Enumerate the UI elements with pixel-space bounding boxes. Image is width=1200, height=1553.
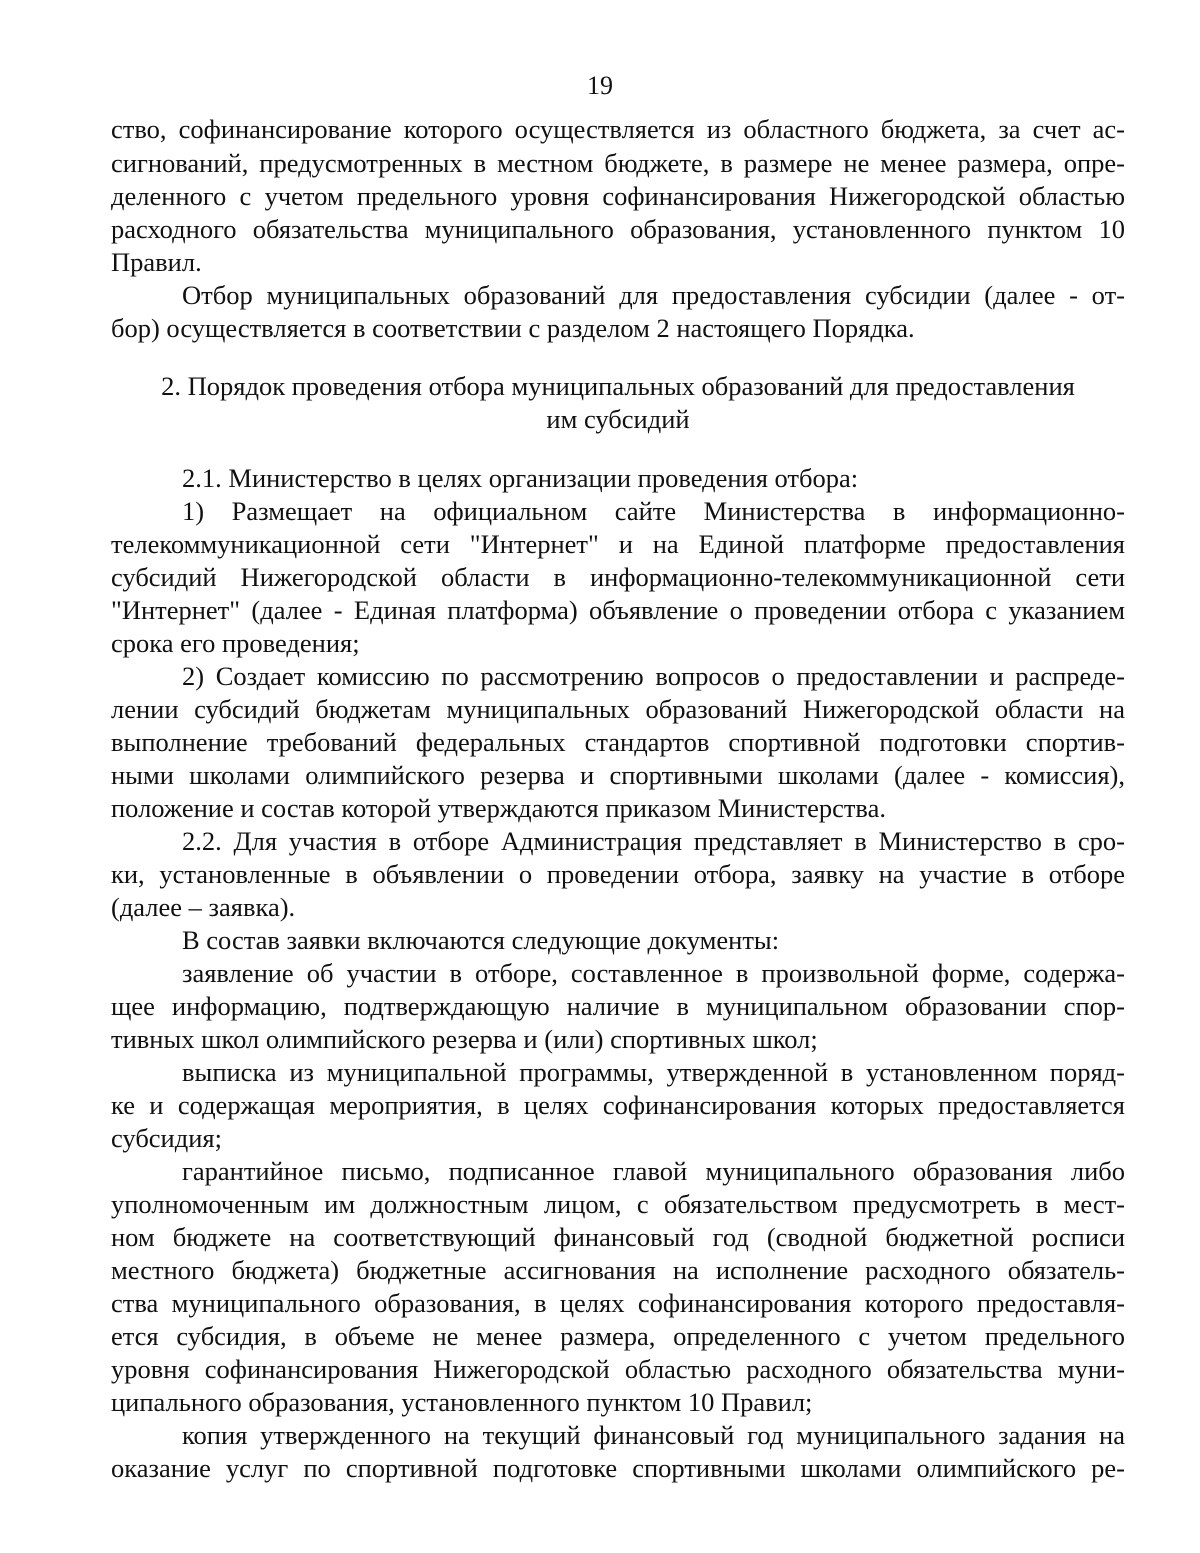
text-line: уровня софинансирования Нижегородской областью расходного обязательства муни- bbox=[111, 1354, 1125, 1384]
text-line: лении субсидий бюджетам муниципальных образований Нижегородской области на bbox=[111, 694, 1125, 724]
text-line: субсидий Нижегородской области в информационно-телекоммуникационной сети bbox=[111, 562, 1125, 592]
section-heading: 2. Порядок проведения отбора муниципальных образований для предоставления bbox=[161, 371, 1075, 401]
text-line: копия утвержденного на текущий финансовый год муниципального задания на bbox=[182, 1420, 1125, 1450]
text-line: 2) Создает комиссию по рассмотрению вопросов о предоставлении и распреде- bbox=[182, 661, 1125, 691]
text-line: ке и содержащая мероприятия, в целях софинансирования которых предоставляется bbox=[111, 1090, 1125, 1120]
text-line: местного бюджета) бюджетные ассигнования на исполнение расходного обязатель- bbox=[111, 1255, 1125, 1285]
text-line: 2.2. Для участия в отборе Администрация представляет в Министерство в сро- bbox=[182, 826, 1125, 856]
section-heading: им субсидий bbox=[546, 404, 690, 434]
text-line: заявление об участии в отборе, составленное в произвольной форме, содержа- bbox=[182, 958, 1125, 988]
text-line: Отбор муниципальных образований для предоставления субсидии (далее - от- bbox=[182, 280, 1125, 310]
text-line: бор) осуществляется в соответствии с разделом 2 настоящего Порядка. bbox=[111, 313, 915, 343]
text-line: "Интернет" (далее - Единая платформа) объявление о проведении отбора с указанием bbox=[111, 595, 1125, 625]
text-line: деленного с учетом предельного уровня софинансирования Нижегородской областью bbox=[111, 181, 1125, 211]
text-line: срока его проведения; bbox=[111, 628, 360, 658]
text-line: гарантийное письмо, подписанное главой муниципального образования либо bbox=[182, 1156, 1125, 1186]
text-line: 1) Размещает на официальном сайте Министерства в информационно- bbox=[182, 496, 1125, 526]
text-line: положение и состав которой утверждаются приказом Министерства. bbox=[111, 793, 886, 823]
text-line: ство, софинансирование которого осуществляется из областного бюджета, за счет ас- bbox=[111, 114, 1125, 144]
text-line: сигнований, предусмотренных в местном бюджете, в размере не менее размера, опре- bbox=[111, 148, 1125, 178]
text-line: субсидия; bbox=[111, 1123, 222, 1153]
text-line: щее информацию, подтверждающую наличие в муниципальном образовании спор- bbox=[111, 991, 1125, 1021]
text-line: ства муниципального образования, в целях софинансирования которого предоставля- bbox=[111, 1288, 1125, 1318]
text-line: тивных школ олимпийского резерва и (или) спортивных школ; bbox=[111, 1024, 818, 1054]
text-line: выполнение требований федеральных стандартов спортивной подготовки спортив- bbox=[111, 727, 1125, 757]
text-line: ципального образования, установленного пунктом 10 Правил; bbox=[111, 1387, 813, 1417]
text-line: В состав заявки включаются следующие документы: bbox=[182, 925, 780, 955]
text-line: (далее – заявка). bbox=[111, 892, 296, 922]
page-number: 19 bbox=[587, 71, 613, 100]
text-line: ется субсидия, в объеме не менее размера, определенного с учетом предельного bbox=[111, 1321, 1125, 1351]
text-line: 2.1. Министерство в целях организации проведения отбора: bbox=[182, 463, 859, 493]
text-line: ном бюджете на соответствующий финансовый год (сводной бюджетной росписи bbox=[111, 1222, 1125, 1252]
text-line: уполномоченным им должностным лицом, с обязательством предусмотреть в мест- bbox=[111, 1189, 1125, 1219]
text-line: оказание услуг по спортивной подготовке спортивными школами олимпийского ре- bbox=[111, 1453, 1125, 1483]
text-line: ными школами олимпийского резерва и спортивными школами (далее - комиссия), bbox=[111, 760, 1125, 790]
text-line: телекоммуникационной сети "Интернет" и на Единой платформе предоставления bbox=[111, 529, 1125, 559]
text-line: выписка из муниципальной программы, утвержденной в установленном поряд- bbox=[182, 1057, 1125, 1087]
text-line: Правил. bbox=[111, 247, 202, 277]
text-line: расходного обязательства муниципального образования, установленного пунктом 10 bbox=[111, 214, 1125, 244]
text-line: ки, установленные в объявлении о проведении отбора, заявку на участие в отборе bbox=[111, 859, 1125, 889]
